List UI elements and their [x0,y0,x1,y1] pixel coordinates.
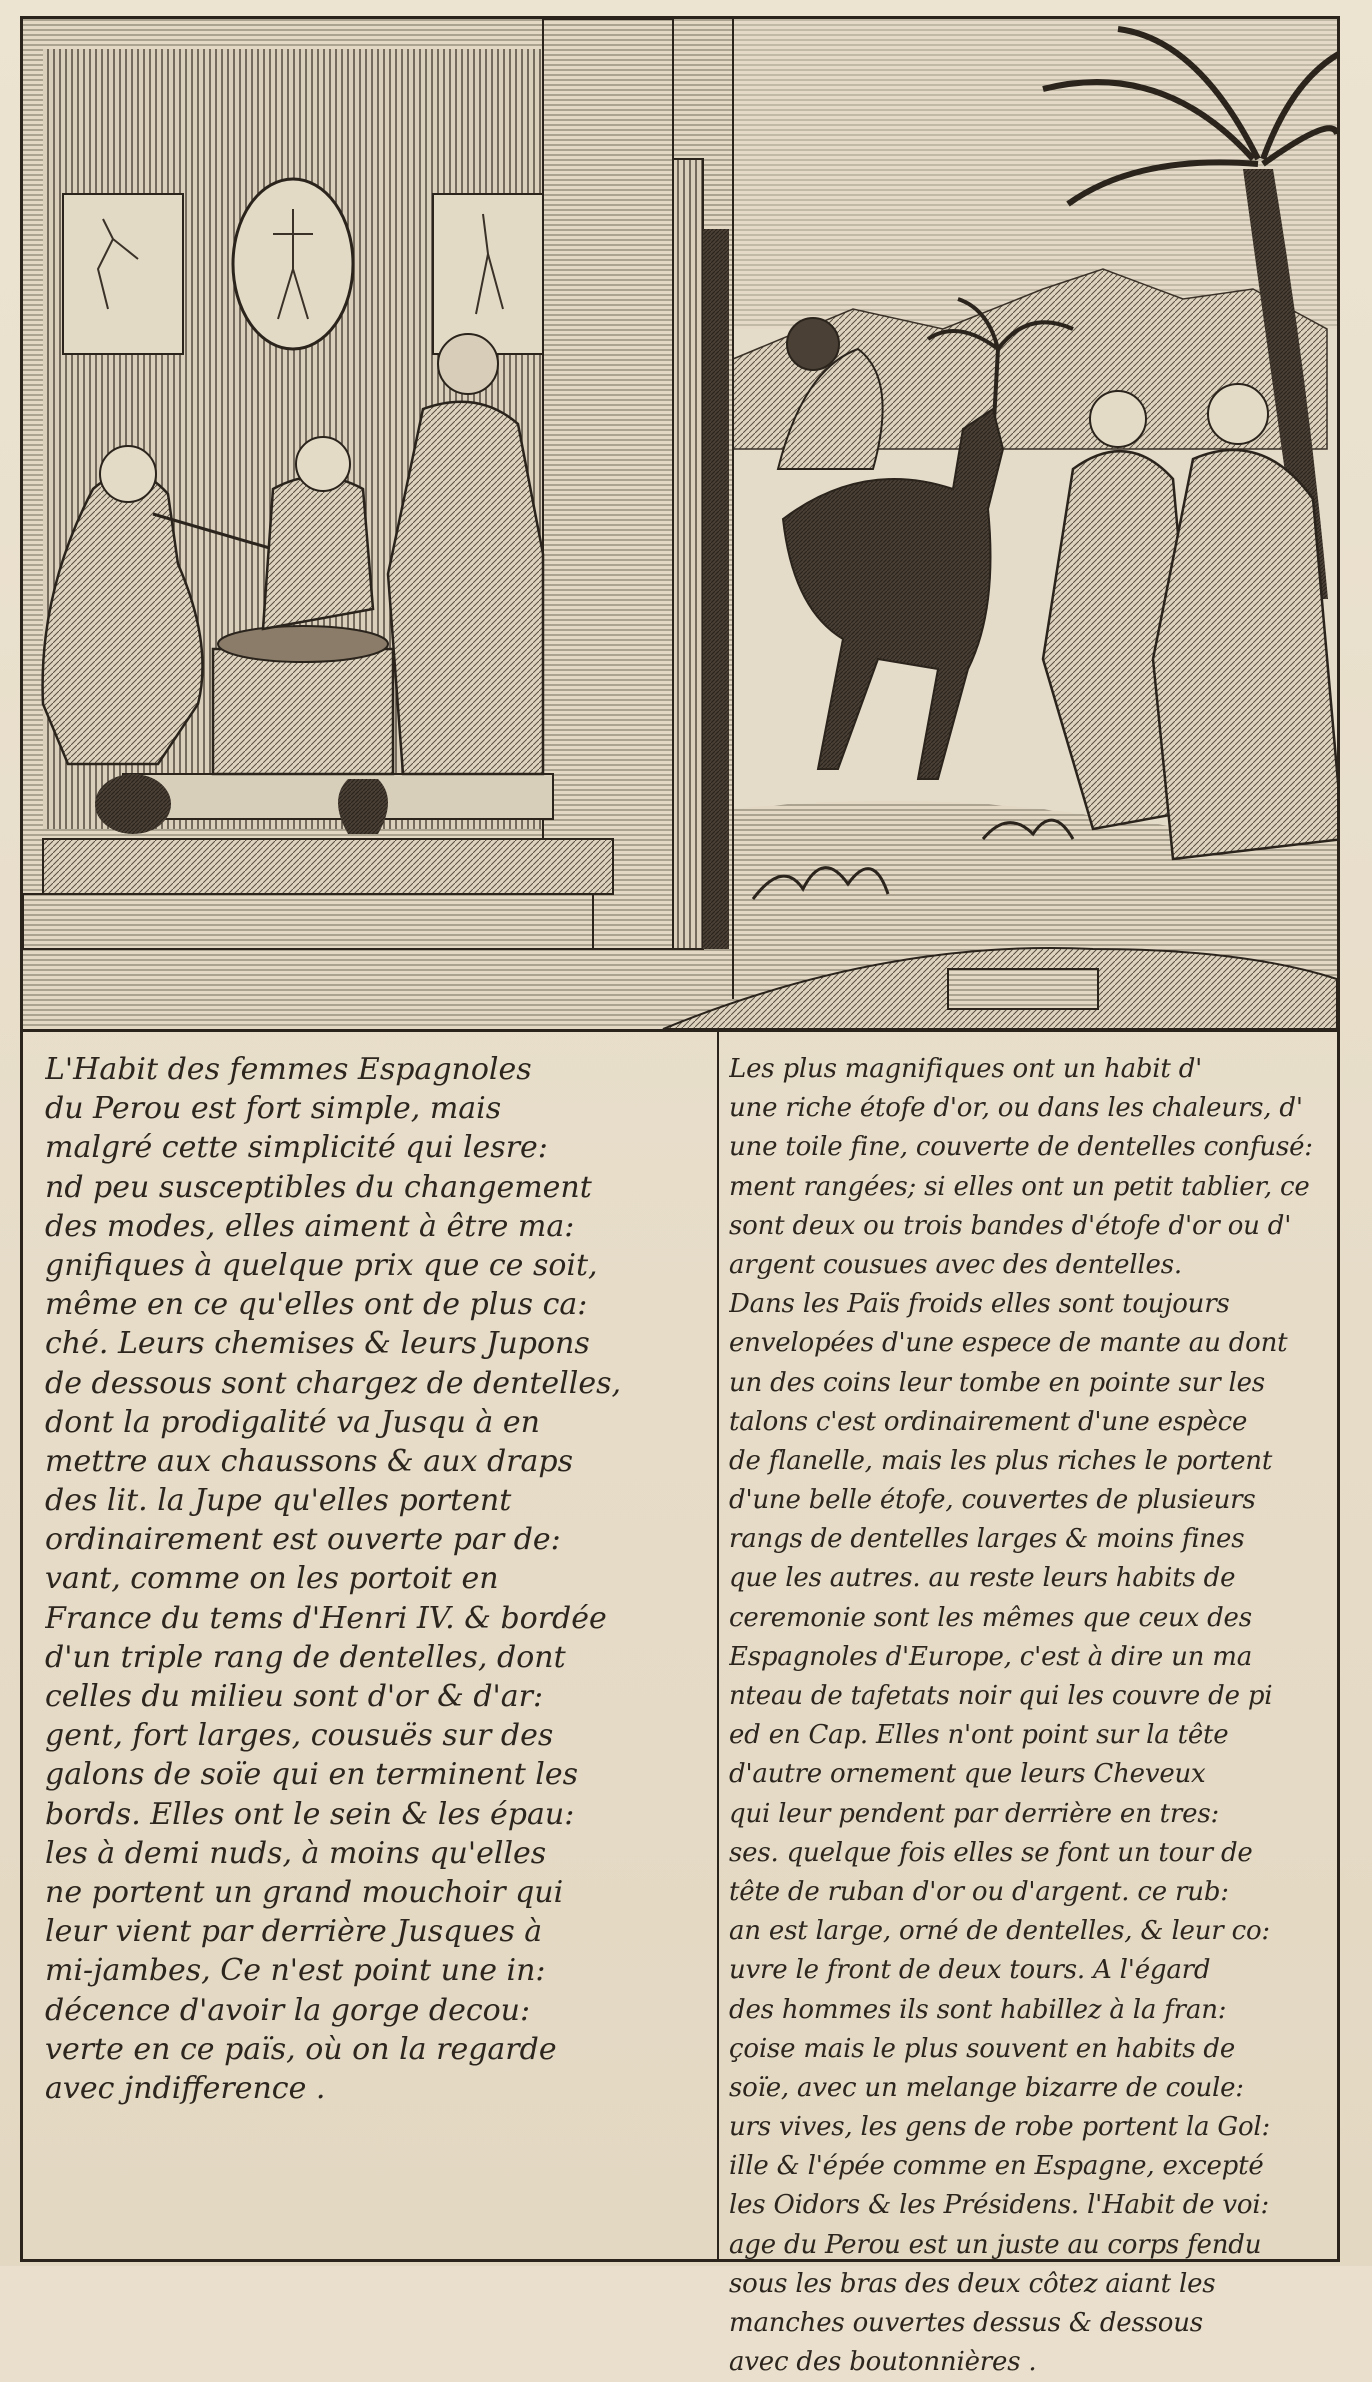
text-line: avec jndifference . [45,2070,326,2106]
text-line: uvre le front de deux tours. A l'égard [729,1955,1211,1986]
interior-scene [23,19,733,1029]
text-line: d'une belle étofe, couvertes de plusieurs [729,1485,1256,1516]
text-line: nteau de tafetats noir qui les couvre de pi [729,1681,1273,1711]
text-line: que les autres. au reste leurs habits de [729,1563,1236,1594]
text-line: sont deux ou trois bandes d'étofe d'or ou d' [729,1210,1292,1241]
text-line: du Perou est fort simple, mais [45,1091,502,1127]
text-line: gnifiques à quelque prix que ce soit, [45,1247,598,1283]
text-column-right [719,1032,1337,2378]
text-line: dont la prodigalité va Jusqu à en [45,1404,540,1440]
engraved-illustration [23,19,1337,1032]
text-line: décence d'avoir la gorge decou: [45,1992,531,2028]
text-line: urs vives, les gens de robe portent la Gol: [729,2112,1271,2143]
text-line: envelopées d'une espece de mante au dont [729,1328,1288,1359]
text-line: ne portent un grand mouchoir qui [45,1874,564,1910]
text-line: tête de ruban d'or ou d'argent. ce rub: [729,1876,1229,1907]
text-line: ed en Cap. Elles n'ont point sur la tête [729,1720,1229,1751]
text-line: verte en ce païs, où on la regarde [45,2031,557,2067]
text-line: Dans les Païs froids elles sont toujours [729,1289,1230,1320]
text-line: mettre aux chaussons & aux draps [45,1443,573,1479]
text-line: un des coins leur tombe en pointe sur les [729,1367,1265,1398]
text-line: gent, fort larges, cousuës sur des [45,1718,554,1754]
text-line: une riche étofe d'or, ou dans les chaleurs, d' [729,1093,1303,1124]
text-line: an est large, orné de dentelles, & leur co: [729,1916,1270,1947]
text-line: Espagnoles d'Europe, c'est à dire un ma [729,1641,1253,1672]
text-line: des lit. la Jupe qu'elles portent [45,1483,512,1519]
text-line: de flanelle, mais les plus riches le portent [729,1445,1273,1476]
text-line: de dessous sont chargez de dentelles, [45,1365,622,1401]
text-line: même en ce qu'elles ont de plus ca: [45,1287,588,1323]
text-line: les Oidors & les Présidens. l'Habit de voi: [729,2190,1270,2221]
text-line: talons c'est ordinairement d'une espèce [729,1406,1248,1437]
text-line: L'Habit des femmes Espagnoles [45,1052,532,1087]
text-line: France du tems d'Henri IV. & bordée [45,1600,607,1636]
text-line: soïe, avec un melange bizarre de coule: [729,2072,1244,2103]
text-line: sous les bras des deux côtez aiant les [729,2268,1216,2299]
text-column-left [33,1032,719,2259]
text-line: qui leur pendent par derrière en tres: [729,1798,1220,1829]
text-line: ille & l'épée comme en Espagne, excepté [729,2151,1264,2182]
text-line: ment rangées; si elles ont un petit tablier, ce [729,1171,1310,1202]
text-line: vant, comme on les portoit en [45,1561,499,1597]
text-line: age du Perou est un juste au corps fendu [729,2229,1262,2260]
text-line: des modes, elles aiment à être ma: [45,1208,575,1244]
text-line: malgré cette simplicité qui lesre: [45,1130,548,1166]
text-line: ordinairement est ouverte par de: [45,1522,561,1558]
text-line: des hommes ils sont habillez à la fran: [729,1994,1227,2025]
text-line: Les plus magnifiques ont un habit d' [729,1054,1203,1084]
text-line: d'un triple rang de dentelles, dont [45,1639,566,1675]
text-line: mi-jambes, Ce n'est point une in: [45,1953,546,1989]
engraving-plate [20,16,1340,2378]
text-line: galons de soïe qui en terminent les [45,1757,579,1793]
text-line: d'autre ornement que leurs Cheveux [729,1759,1206,1790]
text-line: celles du milieu sont d'or & d'ar: [45,1679,544,1714]
text-line: çoise mais le plus souvent en habits de [729,2033,1236,2064]
text-line: ché. Leurs chemises & leurs Jupons [45,1326,590,1362]
text-line: une toile fine, couverte de dentelles confusé: [729,1132,1313,1163]
text-line: ceremonie sont les mêmes que ceux des [729,1602,1252,1633]
text-line: les à demi nuds, à moins qu'elles [45,1835,547,1871]
text-line: bords. Elles ont le sein & les épau: [45,1796,575,1832]
text-line: ses. quelque fois elles se font un tour de [729,1837,1253,1868]
text-line: manches ouvertes dessus & dessous [729,2308,1203,2338]
text-line: avec des boutonnières . [729,2347,1037,2378]
exterior-scene [663,19,1337,1029]
text-panel [23,1032,1337,2378]
text-line: rangs de dentelles larges & moins fines [729,1524,1245,1555]
text-line: argent cousues avec des dentelles. [729,1249,1182,1280]
text-line: leur vient par derrière Jusques à [45,1914,543,1950]
text-line: nd peu susceptibles du changement [45,1169,592,1205]
